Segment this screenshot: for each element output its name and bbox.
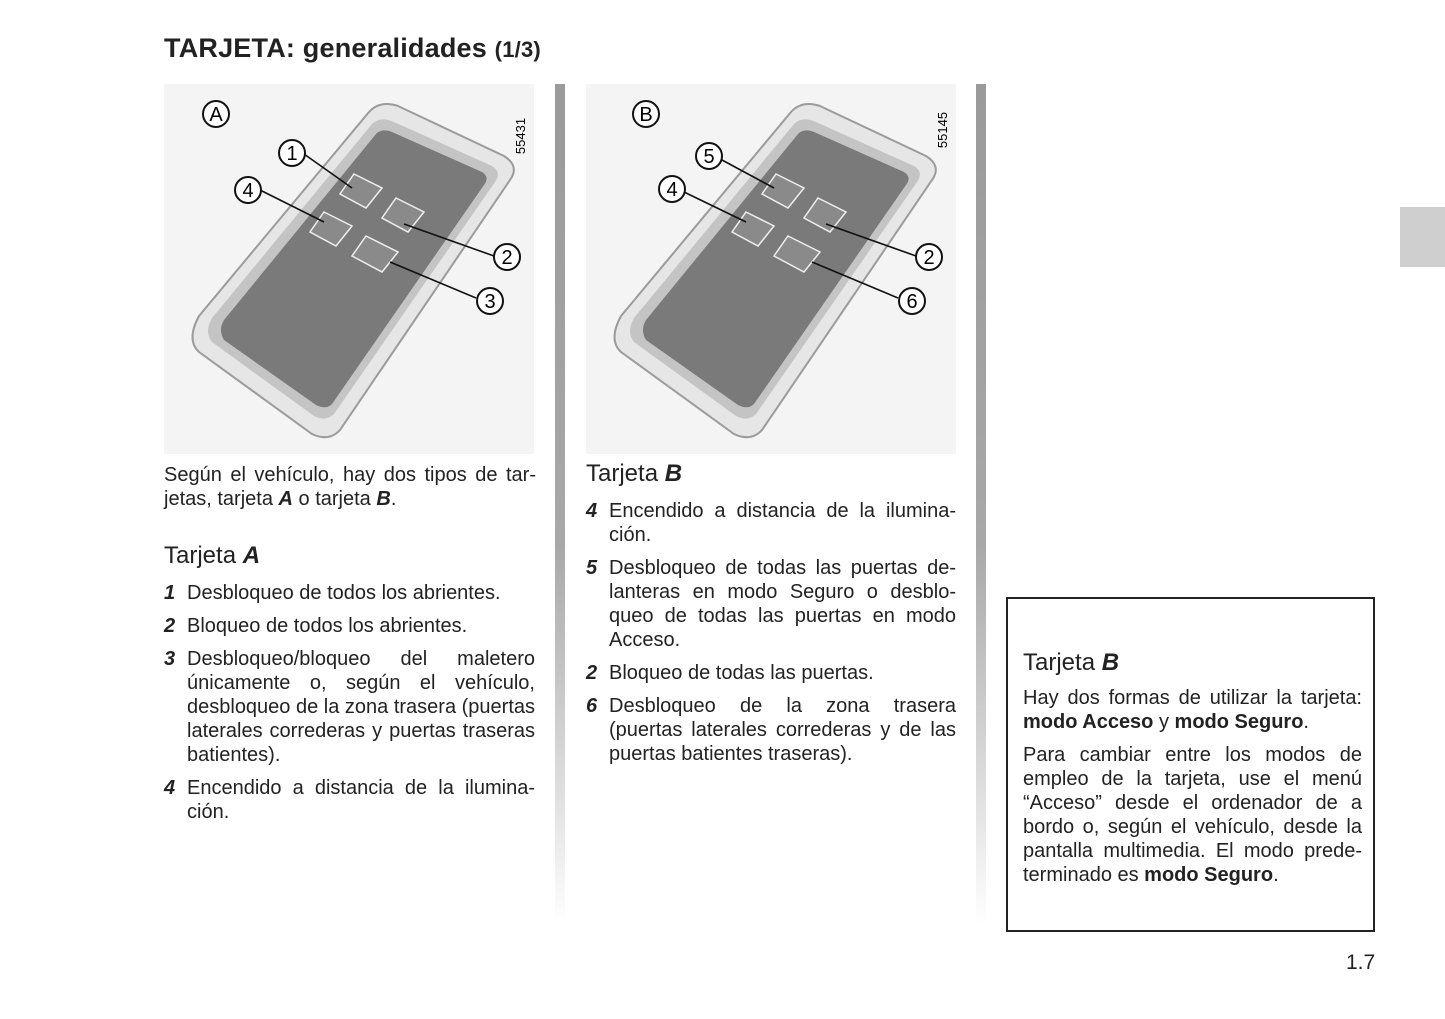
figure-code: 55431 bbox=[513, 117, 528, 155]
section-a-list bbox=[164, 581, 535, 833]
callout-label: 1 bbox=[286, 143, 298, 165]
section-a-heading: Tarjeta A bbox=[164, 542, 261, 569]
title-main: TARJETA: generalidades bbox=[164, 33, 487, 63]
card-b-illustration bbox=[586, 84, 956, 454]
section-b-heading: Tarjeta B bbox=[586, 460, 683, 487]
figure-letter: A bbox=[209, 104, 223, 126]
info-box-heading: Tarjeta B bbox=[1023, 649, 1120, 676]
title-page-indicator: (1/3) bbox=[494, 37, 541, 62]
intro-paragraph: Según el vehículo, hay dos tipos de tarjetas, tarjeta A o tarjeta B. bbox=[164, 464, 536, 510]
info-box-paragraph-2: Para cambiar entre los modos de empleo de la tarjeta, use el menú “Acceso” desde el ordenador de a bordo o, según el vehículo, desde la pantalla multimedia. El modo predeterminado es modo Seguro. bbox=[1023, 744, 1362, 886]
list-item: 4 Encendido a distancia de la iluminación. bbox=[586, 500, 956, 546]
list-item: 4 Encendido a distancia de la iluminación. bbox=[164, 777, 535, 823]
list-item: 2 Bloqueo de todas las puertas. bbox=[586, 662, 874, 684]
list-item: 2 Bloqueo de todos los abrientes. bbox=[164, 615, 468, 637]
info-box-paragraph-1: Hay dos formas de utilizar la tarjeta: modo Acceso y modo Seguro. bbox=[1023, 687, 1362, 733]
figure-card-b bbox=[586, 84, 956, 454]
info-box bbox=[1006, 597, 1375, 932]
callout-label: 6 bbox=[906, 291, 918, 313]
callout-label: 2 bbox=[501, 247, 513, 269]
callout-label: 4 bbox=[242, 180, 254, 202]
chapter-tab bbox=[1400, 207, 1445, 267]
figure-letter: B bbox=[639, 104, 653, 126]
list-item: 3 Desbloqueo/bloqueo del maletero únicamente o, según el vehículo, desbloqueo de la zona trasera (puertas laterales correderas y puertas traseras batientes). bbox=[164, 648, 536, 766]
list-item: 5 Desbloqueo de todas las puertas delanteras en modo Seguro o desbloqueo de todas las puertas en modo Acceso. bbox=[586, 557, 956, 651]
list-item: 6 Desbloqueo de la zona trasera (puertas laterales correderas y de las puertas batientes traseras). bbox=[586, 695, 956, 765]
list-item: 1 Desbloqueo de todos los abrientes. bbox=[164, 582, 501, 604]
section-b-list bbox=[586, 499, 956, 775]
figure-card-a bbox=[164, 84, 534, 454]
column-separator-right bbox=[976, 84, 986, 924]
card-a-illustration bbox=[164, 84, 534, 454]
callout-label: 5 bbox=[703, 146, 715, 168]
page-title bbox=[164, 33, 541, 64]
callout-label: 2 bbox=[923, 247, 935, 269]
column-separator-left bbox=[555, 84, 565, 924]
page-number: 1.7 bbox=[1346, 951, 1376, 974]
callout-label: 4 bbox=[666, 179, 678, 201]
figure-code: 55145 bbox=[935, 111, 950, 149]
callout-label: 3 bbox=[484, 291, 496, 313]
